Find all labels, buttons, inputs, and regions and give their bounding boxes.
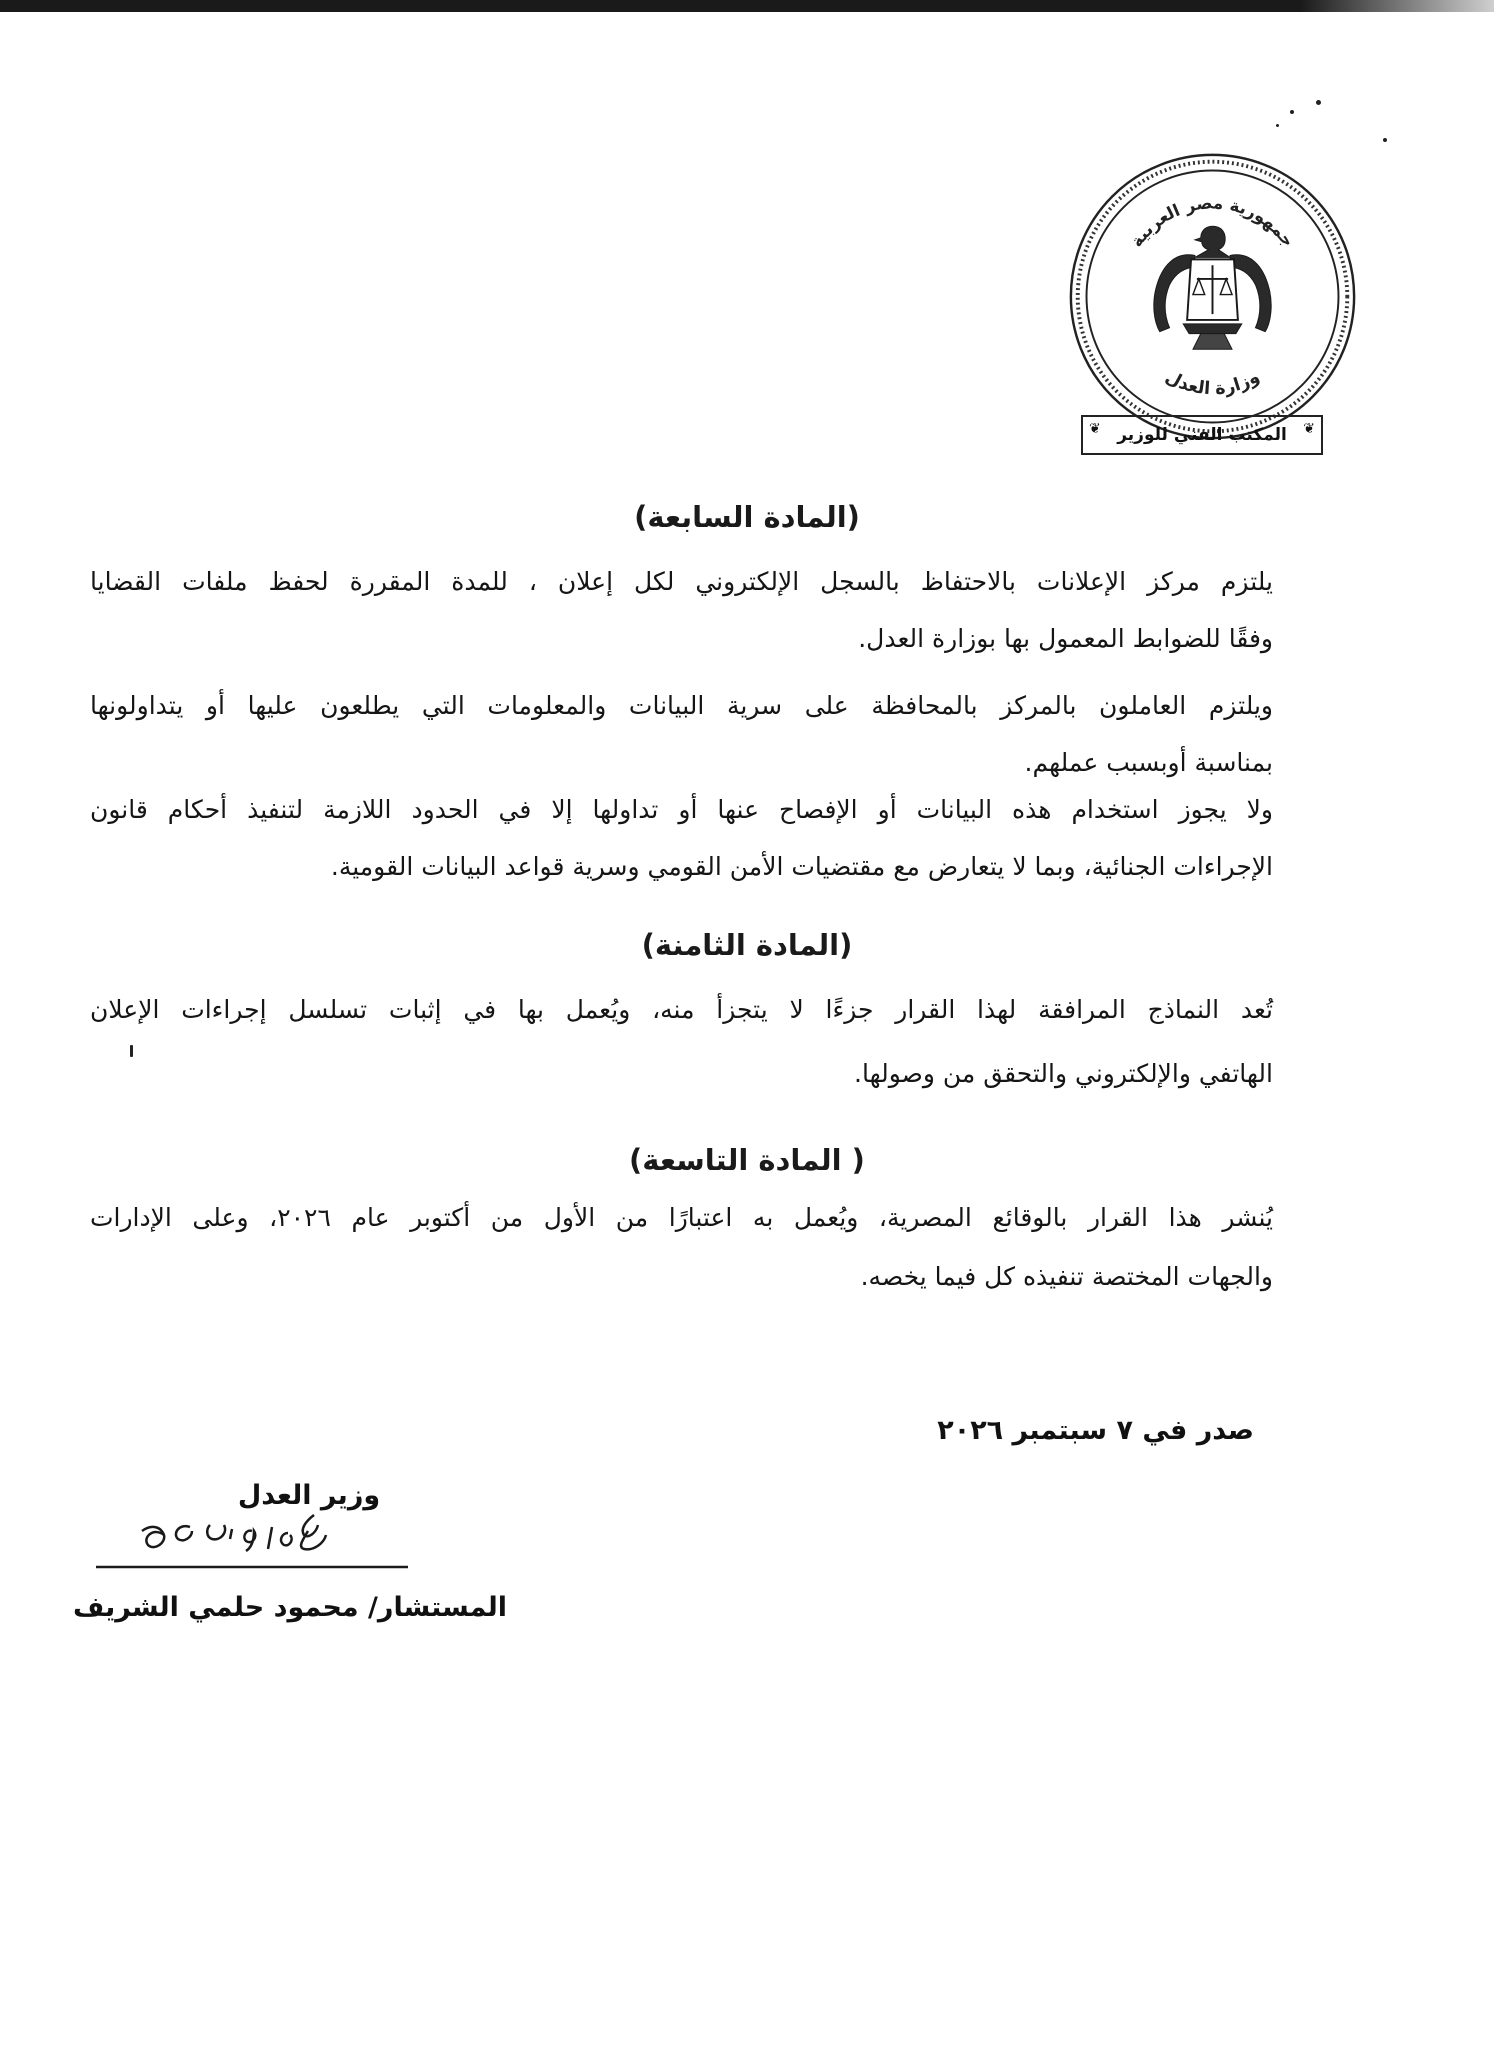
paragraph-line: تُعد النماذج المرافقة لهذا القرار جزءًا لا يتجزأ منه، ويُعمل بها في إثبات تسلسل إجراءات الإعلان [90,995,1273,1024]
article-7-paragraph-1 [90,553,1273,667]
article-heading: (المادة الثامنة) [641,928,853,962]
paragraph-line: الهاتفي والإلكتروني والتحقق من وصولها. [854,1059,1273,1088]
paragraph-line: الإجراءات الجنائية، وبما لا يتعارض مع مقتضيات الأمن القومي وسرية قواعد البيانات القومية. [330,852,1273,881]
paragraph-line: ويلتزم العاملون بالمركز بالمحافظة على سرية البيانات والمعلومات التي يطلعون عليها أو يتداولونها [90,691,1273,720]
paragraph-line: يُنشر هذا القرار بالوقائع المصرية، ويُعمل به اعتبارًا من الأول من أكتوبر عام ٢٠٢٦، وعلى الإدارات [90,1203,1273,1232]
scan-top-edge [0,0,1494,12]
article-8-paragraph-1 [90,975,1273,1102]
paragraph-line: ولا يجوز استخدام هذه البيانات أو الإفصاح عنها أو تداولها إلا في الحدود اللازمة لتنفيذ أحكام قانون [90,795,1273,824]
article-heading: (المادة السابعة) [634,500,860,534]
scan-speck [1383,138,1387,142]
article-9-paragraph-1 [90,1188,1273,1305]
seal-top-text: جمهورية مصر العربية [1126,193,1299,251]
article-heading: ( المادة التاسعة) [629,1143,865,1177]
handwritten-signature [92,1505,412,1583]
scan-speck [1276,124,1279,127]
paragraph-line: والجهات المختصة تنفيذه كل فيما يخصه. [860,1262,1273,1291]
paragraph-line: يلتزم مركز الإعلانات بالاحتفاظ بالسجل الإلكتروني لكل إعلان ، للمدة المقررة لحفظ ملفات القضايا [90,567,1273,596]
minister-title: وزير العدل [237,1480,381,1511]
eagle-emblem-icon [1154,226,1271,349]
ornament-icon: ❦ [1089,421,1101,437]
ornament-icon: ❦ [1303,421,1315,437]
article-7-paragraph-3 [90,781,1273,895]
scan-speck [1290,110,1294,114]
article-7-paragraph-2 [90,677,1273,791]
technical-office-label [1081,415,1323,455]
technical-office-text: المكتب الفني للوزير [1117,425,1287,445]
signer-name: المستشار/ محمود حلمي الشريف [72,1592,508,1623]
svg-text:وزارة العدل [1162,367,1263,399]
paragraph-line: وفقًا للضوابط المعمول بها بوزارة العدل. [858,624,1273,653]
paragraph-line: بمناسبة أوبسبب عملهم. [1024,748,1273,777]
issue-date: صدر في ٧ سبتمبر ٢٠٢٦ [937,1415,1254,1446]
ministry-seal [1066,150,1359,443]
scan-speck [1316,100,1321,105]
scan-top-edge-fade [1300,0,1494,12]
seal-bottom-text: وزارة العدل [1161,366,1264,400]
